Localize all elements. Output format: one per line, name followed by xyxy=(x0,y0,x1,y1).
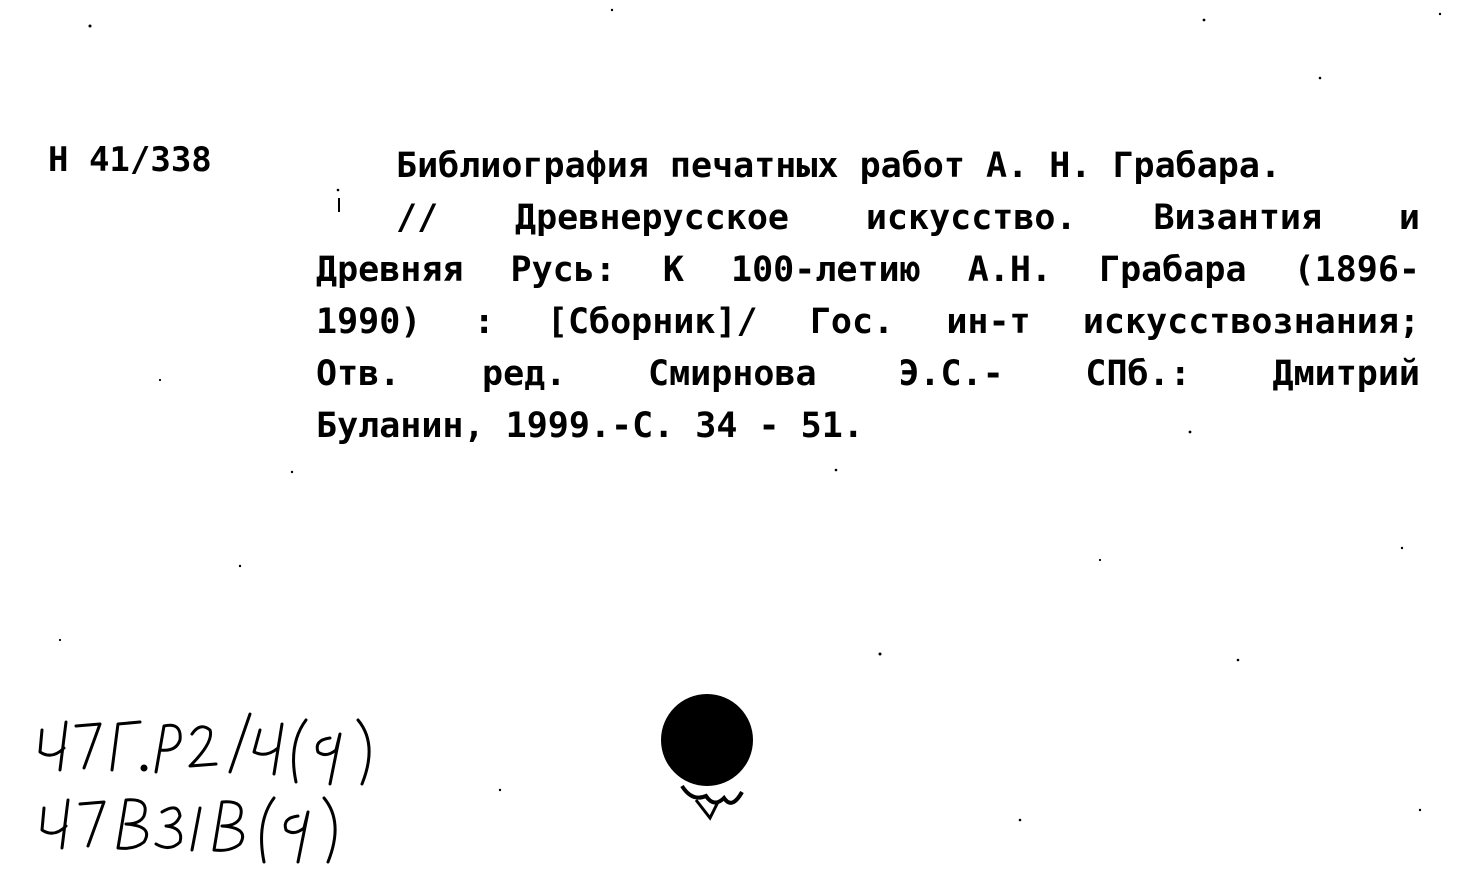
entry-line: 1990) : [Сборник]/ Гос. ин-т искусствознания; xyxy=(316,302,1420,342)
entry-line: // Древнерусское искусство. Византия и xyxy=(396,198,1420,238)
shelfmark: Н 41/338 xyxy=(48,140,212,180)
entry-line: Древняя Русь: К 100-летию А.Н. Грабара (1896- xyxy=(316,250,1420,290)
handwritten-classification-codes xyxy=(30,700,390,870)
entry-line: Буланин, 1999.-С. 34 - 51. xyxy=(316,406,864,446)
bibliographic-entry xyxy=(316,140,1420,452)
entry-line: Библиография печатных работ А. Н. Грабара. xyxy=(396,146,1282,186)
punch-hole xyxy=(652,690,762,830)
entry-line: Отв. ред. Смирнова Э.С.- СПб.: Дмитрий xyxy=(316,354,1420,394)
